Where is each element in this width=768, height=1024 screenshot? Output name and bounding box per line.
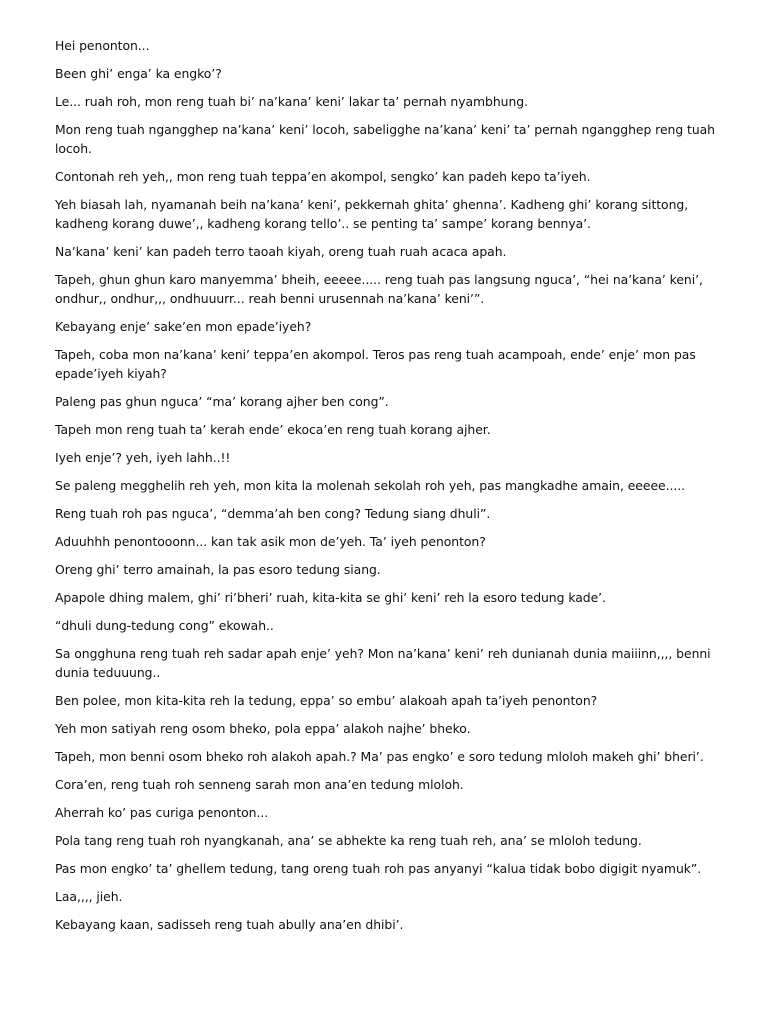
paragraph: Ben polee, mon kita-kita reh la tedung, eppa’ so embu’ alakoah apah ta’iyeh penonton? xyxy=(55,693,598,708)
paragraph: Tapeh, ghun ghun karo manyemma’ bheih, eeeee..... reng tuah pas langsung nguca’, “hei na’kana’ keni’, ondhur,, ondhur,,, ondhuuurr... reah benni urusennah na’kana’ keni’”. xyxy=(55,272,703,306)
paragraph: Aduuhhh penontooonn... kan tak asik mon de’yeh. Ta’ iyeh penonton? xyxy=(55,534,486,549)
document-page xyxy=(55,36,715,943)
paragraph: Tapeh, coba mon na’kana’ keni’ teppa’en akompol. Teros pas reng tuah acampoah, ende’ enje’ mon pas epade’iyeh kiyah? xyxy=(55,347,696,381)
paragraph: Kebayang kaan, sadisseh reng tuah abully ana’en dhibi’. xyxy=(55,917,404,932)
paragraph: Paleng pas ghun nguca’ “ma’ korang ajher ben cong”. xyxy=(55,394,389,409)
paragraph: Yeh biasah lah, nyamanah beih na’kana’ keni’, pekkernah ghita’ ghenna’. Kadheng ghi’ korang sittong, kadheng korang duwe’,, kadheng korang tello’.. se penting ta’ sampe’ korang bennya’. xyxy=(55,197,689,231)
paragraph: Tapeh, mon benni osom bheko roh alakoh apah.? Ma’ pas engko’ e soro tedung mloloh makeh ghi’ bheri’. xyxy=(55,749,704,764)
paragraph: Laa,,,, jieh. xyxy=(55,889,123,904)
paragraph: Sa ongghuna reng tuah reh sadar apah enje’ yeh? Mon na’kana’ keni’ reh dunianah dunia maiiinn,,,, benni dunia teduuung.. xyxy=(55,646,711,680)
paragraph: Been ghi’ enga’ ka engko’? xyxy=(55,66,222,81)
paragraph: Mon reng tuah ngangghep na’kana’ keni’ locoh, sabeligghe na’kana’ keni’ ta’ pernah ngangghep reng tuah locoh. xyxy=(55,122,715,156)
paragraph: Pas mon engko’ ta’ ghellem tedung, tang oreng tuah roh pas anyanyi “kalua tidak bobo digigit nyamuk”. xyxy=(55,861,702,876)
paragraph: Oreng ghi’ terro amainah, la pas esoro tedung siang. xyxy=(55,562,381,577)
paragraph: Hei penonton... xyxy=(55,38,150,53)
paragraph: Apapole dhing malem, ghi’ ri’bheri’ ruah, kita-kita se ghi’ keni’ reh la esoro tedung kade’. xyxy=(55,590,606,605)
paragraph: Kebayang enje’ sake’en mon epade’iyeh? xyxy=(55,319,312,334)
paragraph: Iyeh enje’? yeh, iyeh lahh..!! xyxy=(55,450,231,465)
paragraph: Aherrah ko’ pas curiga penonton... xyxy=(55,805,269,820)
paragraph: Cora’en, reng tuah roh senneng sarah mon ana’en tedung mloloh. xyxy=(55,777,464,792)
paragraph: Tapeh mon reng tuah ta’ kerah ende’ ekoca’en reng tuah korang ajher. xyxy=(55,422,491,437)
paragraph: Na’kana’ keni’ kan padeh terro taoah kiyah, oreng tuah ruah acaca apah. xyxy=(55,244,507,259)
paragraph: Yeh mon satiyah reng osom bheko, pola eppa’ alakoh najhe’ bheko. xyxy=(55,721,471,736)
paragraph: Pola tang reng tuah roh nyangkanah, ana’ se abhekte ka reng tuah reh, ana’ se mloloh tedung. xyxy=(55,833,642,848)
paragraph: Reng tuah roh pas nguca’, “demma’ah ben cong? Tedung siang dhuli”. xyxy=(55,506,491,521)
paragraph: Le... ruah roh, mon reng tuah bi’ na’kana’ keni’ lakar ta’ pernah nyambhung. xyxy=(55,94,528,109)
paragraph: “dhuli dung-tedung cong” ekowah.. xyxy=(55,618,274,633)
paragraph: Se paleng megghelih reh yeh, mon kita la molenah sekolah roh yeh, pas mangkadhe amain, eeeee..... xyxy=(55,478,686,493)
paragraph: Contonah reh yeh,, mon reng tuah teppa’en akompol, sengko’ kan padeh kepo ta’iyeh. xyxy=(55,169,591,184)
